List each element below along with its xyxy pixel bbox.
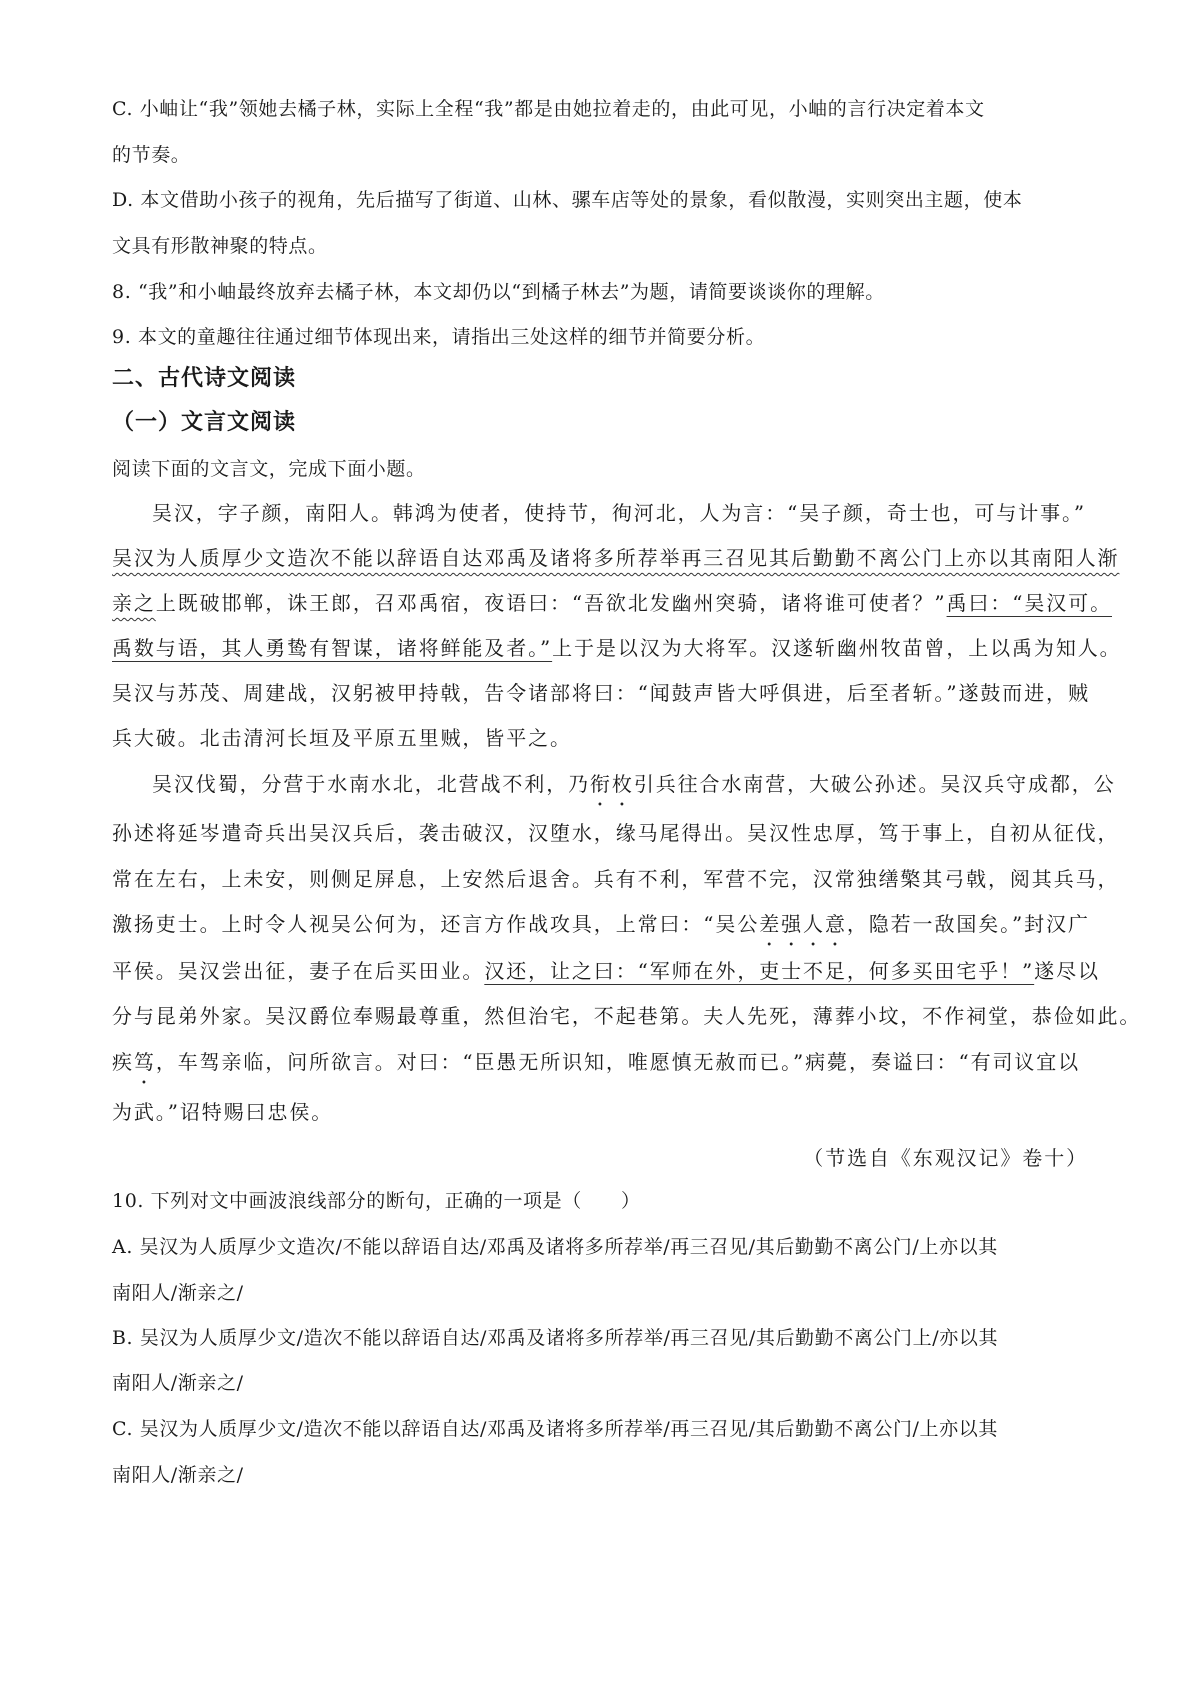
section-title: 二、古代诗文阅读	[112, 366, 297, 391]
q10-option-b-line1: B. 吴汉为人质厚少文/造次不能以辞语自达/邓禹及诸将多所荐举/再三召见/其后勤勤不离公门上/亦以其	[112, 1327, 999, 1349]
passage-p2-line4: 激扬吏士。上时令人视吴公何为，还言方作战攻具，上常曰：“吴公差强人意，隐若一敌国矣。”封汉广	[112, 912, 1090, 936]
passage-p1-line2	[112, 543, 1120, 573]
passage-p2-line2: 孙述将延岑遣奇兵出吴汉兵后，袭击破汉，汉堕水，缘马尾得出。吴汉性忠厚，笃于事上，自初从征伐，	[112, 821, 1120, 845]
dotted-char: 意	[824, 912, 847, 936]
wavy-underlined-text-end: 亲之	[112, 591, 156, 615]
passage-p2-line5: 平侯。吴汉尝出征，妻子在后买田业。汉还，让之曰：“军师在外，吏士不足，何多买田宅乎！”遂尽以	[112, 959, 1100, 983]
passage-p1-line4: 禹数与语，其人勇鸷有智谋，诸将鲜能及者。”上于是以汉为大将军。汉遂斩幽州牧苗曾，上以禹为知人。	[112, 636, 1122, 660]
q7-option-c-line2: 的节奏。	[112, 144, 191, 166]
passage-p2-line6: 分与昆弟外家。吴汉爵位奉赐最尊重，然但治宅，不起巷第。夫人先死，薄葬小坟，不作祠堂，恭俭如此。	[112, 1004, 1142, 1028]
q7-option-d-line2: 文具有形散神聚的特点。	[112, 235, 328, 257]
passage-p2-line7: 疾笃，车驾亲临，问所欲言。对曰：“臣愚无所识知，唯愿慎无赦而已。”病薨，奏谥曰：“有司议宜以	[112, 1050, 1081, 1074]
dotted-char: 衔	[590, 772, 612, 796]
dotted-char: 枚	[611, 772, 634, 796]
passage-p1-line6: 兵大破。北击清河长垣及平原五里贼，皆平之。	[112, 726, 572, 750]
passage-p2-line3: 常在左右，上未安，则侧足屏息，上安然后退舍。兵有不利，军营不完，汉常独缮檠其弓戟，阅其兵马，	[112, 867, 1120, 891]
underlined-sentence-2: 汉还，让之曰：“军师在外，吏士不足，何多买田宅乎！”	[484, 959, 1035, 983]
wavy-underlined-text: 吴汉为人质厚少文造次不能以辞语自达邓禹及诸将多所荐举再三召见其后勤勤不离公门上亦以其南阳人渐	[112, 546, 1120, 570]
dotted-char: 人	[803, 912, 825, 936]
q10-option-c-line2: 南阳人/渐亲之/	[112, 1464, 244, 1486]
passage-p2-line1: 吴汉伐蜀，分营于水南水北，北营战不利，乃衔枚引兵往合水南营，大破公孙述。吴汉兵守成都，公	[152, 772, 1116, 796]
q10-option-b-line2: 南阳人/渐亲之/	[112, 1372, 244, 1394]
question-10-stem: 10. 下列对文中画波浪线部分的断句，正确的一项是（ ）	[112, 1190, 641, 1212]
passage-p1-line3: 亲之上既破邯郸，诛王郎，召邓禹宿，夜语曰：“吾欲北发幽州突骑，诸将谁可使者？”禹曰：“吴汉可。	[112, 591, 1112, 615]
dotted-char: 强	[781, 912, 804, 936]
q7-option-c-line1: C. 小岫让“我”领她去橘子林，实际上全程“我”都是由她拉着走的，由此可见，小岫的言行决定着本文	[112, 98, 985, 120]
passage-p2-line8: 为武。”诏特赐曰忠侯。	[112, 1100, 334, 1124]
reading-instruction: 阅读下面的文言文，完成下面小题。	[112, 458, 426, 480]
q10-option-a-line2: 南阳人/渐亲之/	[112, 1282, 244, 1304]
q7-option-d-line1: D. 本文借助小孩子的视角，先后描写了街道、山林、骡车店等处的景象，看似散漫，实则突出主题，使本	[112, 189, 1023, 211]
passage-p1-line1: 吴汉，字子颜，南阳人。韩鸿为使者，使持节，徇河北，人为言：“吴子颜，奇士也，可与计事。”	[152, 501, 1087, 525]
question-8: 8. “我”和小岫最终放弃去橘子林，本文却仍以“到橘子林去”为题，请简要谈谈你的理解。	[112, 281, 885, 303]
question-9: 9. 本文的童趣往往通过细节体现出来，请指出三处这样的细节并简要分析。	[112, 326, 766, 348]
q10-option-a-line1: A. 吴汉为人质厚少文造次/不能以辞语自达/邓禹及诸将多所荐举/再三召见/其后勤勤不离公门/上亦以其	[112, 1236, 998, 1258]
underlined-sentence-end: 禹数与语，其人勇鸷有智谋，诸将鲜能及者。”	[112, 636, 553, 660]
q10-option-c-line1: C. 吴汉为人质厚少文/造次不能以辞语自达/邓禹及诸将多所荐举/再三召见/其后勤勤不离公门/上亦以其	[112, 1418, 998, 1440]
passage-source: （节选自《东观汉记》卷十）	[803, 1146, 1088, 1170]
underlined-sentence-start: 禹曰：“吴汉可。	[946, 591, 1112, 615]
dotted-char: 笃	[133, 1050, 156, 1074]
dotted-char: 差	[759, 912, 782, 936]
passage-p1-line5: 吴汉与苏茂、周建战，汉躬被甲持戟，告令诸部将曰：“闻鼓声皆大呼俱进，后至者斩。”遂鼓而进，贼	[112, 681, 1090, 705]
section-subtitle: （一）文言文阅读	[112, 410, 297, 435]
